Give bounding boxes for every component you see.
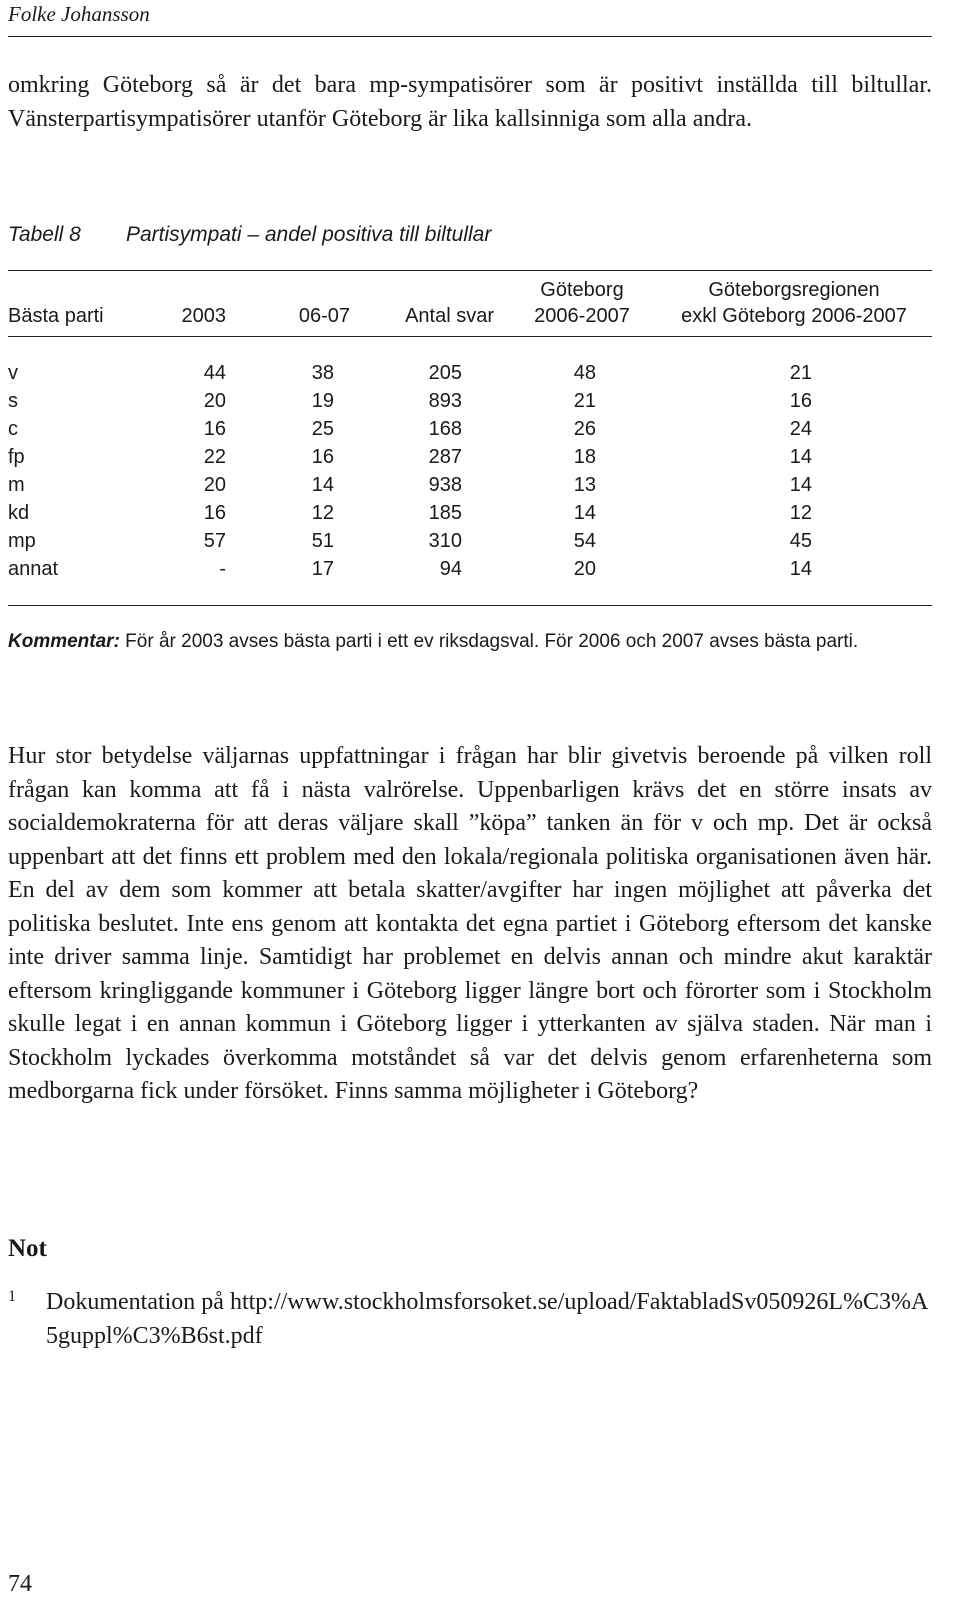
cell-06-07: 51 [311,530,334,552]
cell-2003: 44 [203,362,226,384]
cell-06-07: 14 [311,474,334,496]
table-title: Partisympati – andel positiva till biltullar [126,223,492,246]
cell-answers: 205 [428,362,462,384]
cell-goteborg: 21 [573,390,596,412]
table-row [0,443,960,471]
table-row [0,415,960,443]
page-number: 74 [8,1571,32,1597]
cell-answers: 94 [439,558,462,580]
table-comment [8,628,932,655]
header-06-07: 06-07 [298,305,350,327]
cell-region: 24 [789,418,812,440]
cell-2003: 20 [203,390,226,412]
table-row [0,471,960,499]
cell-answers: 893 [428,390,462,412]
cell-answers: 185 [428,502,462,524]
table-header-rule [8,336,932,337]
table-label: Tabell 8 [8,223,81,246]
table-body [0,359,960,583]
running-head: Folke Johansson [8,2,150,26]
comment-text: För år 2003 avses bästa parti i ett ev riksdagsval. För 2006 och 2007 avses bästa parti. [119,631,859,652]
cell-2003: 57 [203,530,226,552]
cell-region: 14 [789,558,812,580]
cell-answers: 310 [428,530,462,552]
cell-2003: 16 [203,502,226,524]
cell-06-07: 19 [311,390,334,412]
cell-region: 12 [789,502,812,524]
cell-party: m [8,474,25,496]
cell-goteborg: 54 [573,530,596,552]
table-row [0,387,960,415]
cell-06-07: 25 [311,418,334,440]
cell-goteborg: 48 [573,362,596,384]
cell-answers: 168 [428,418,462,440]
cell-goteborg: 20 [573,558,596,580]
cell-2003: 16 [203,418,226,440]
paragraph-discussion: Hur stor betydelse väljarnas uppfattningar i frågan har blir givetvis beroende på vilken roll frågan kan komma att få i nästa valrörelse. Uppenbarligen krävs det en större insats av socialdemokraterna för att deras väljare skall ”köpa” tanken än för v och mp. Det är också uppenbart att det finns ett problem med den lokala/regionala politiska organisationen även här. En del av dem som kommer att betala skatter/avgifter har ingen möjlighet att påverka det politiska beslutet. Inte ens genom att kontakta det egna partiet i Göteborg eftersom det kanske inte driver samma linje. Samtidigt har problemet en delvis annan och mindre akut karaktär eftersom kringliggande kommuner i Göteborg ligger längre bort och förorter som i Stockholm skulle legat i en annan kommun i Göteborg ligger i ytterkanten av själva staden. När man i Stockholm lyckades överkomma motståndet så var det delvis genom erfarenheterna som medborgarna fick under försöket. Finns samma möjligheter i Göteborg? [8,743,932,1104]
cell-region: 14 [789,446,812,468]
table-row [0,499,960,527]
cell-2003: - [219,558,226,580]
header-2003: 2003 [181,305,226,327]
cell-party: mp [8,530,36,552]
header-party: Bästa parti [8,305,104,327]
table-row [0,359,960,387]
cell-06-07: 16 [311,446,334,468]
cell-party: kd [8,502,30,524]
header-goteborg-line1: Göteborg [540,279,624,301]
header-region-line2: exkl Göteborg 2006-2007 [681,305,907,327]
table-row [0,555,960,583]
cell-06-07: 38 [311,362,334,384]
header-region-line1: Göteborgsregionen [708,279,880,301]
footnote-text: Dokumentation på http://www.stockholmsforsoket.se/upload/FaktabladSv050926L%C3%A5guppl%C3%B6st.pdf [46,1289,929,1349]
cell-goteborg: 14 [573,502,596,524]
cell-06-07: 12 [311,502,334,524]
paragraph-intro: omkring Göteborg så är det bara mp-sympatisörer som är positivt inställda till biltullar. Vänsterpartisympatisörer utanför Göteborg är lika kallsinniga som alla andra. [8,72,932,132]
cell-party: v [8,362,18,384]
cell-goteborg: 13 [573,474,596,496]
cell-2003: 20 [203,474,226,496]
cell-party: fp [8,446,25,468]
cell-region: 45 [789,530,812,552]
notes-heading: Not [8,1235,47,1262]
table-row [0,527,960,555]
footnote-number: 1 [8,1288,16,1305]
table-bottom-rule [8,605,932,606]
cell-region: 21 [789,362,812,384]
header-rule [8,36,932,37]
cell-party: s [8,390,18,412]
cell-answers: 287 [428,446,462,468]
table-top-rule [8,270,932,271]
cell-2003: 22 [203,446,226,468]
header-answers: Antal svar [405,305,494,327]
cell-party: c [8,418,18,440]
comment-label: Kommentar: [8,631,120,652]
header-goteborg-line2: 2006-2007 [534,305,630,327]
cell-goteborg: 26 [573,418,596,440]
table-caption [8,220,491,250]
cell-06-07: 17 [311,558,334,580]
cell-party: annat [8,558,59,580]
cell-region: 14 [789,474,812,496]
cell-answers: 938 [428,474,462,496]
cell-region: 16 [789,390,812,412]
cell-goteborg: 18 [573,446,596,468]
